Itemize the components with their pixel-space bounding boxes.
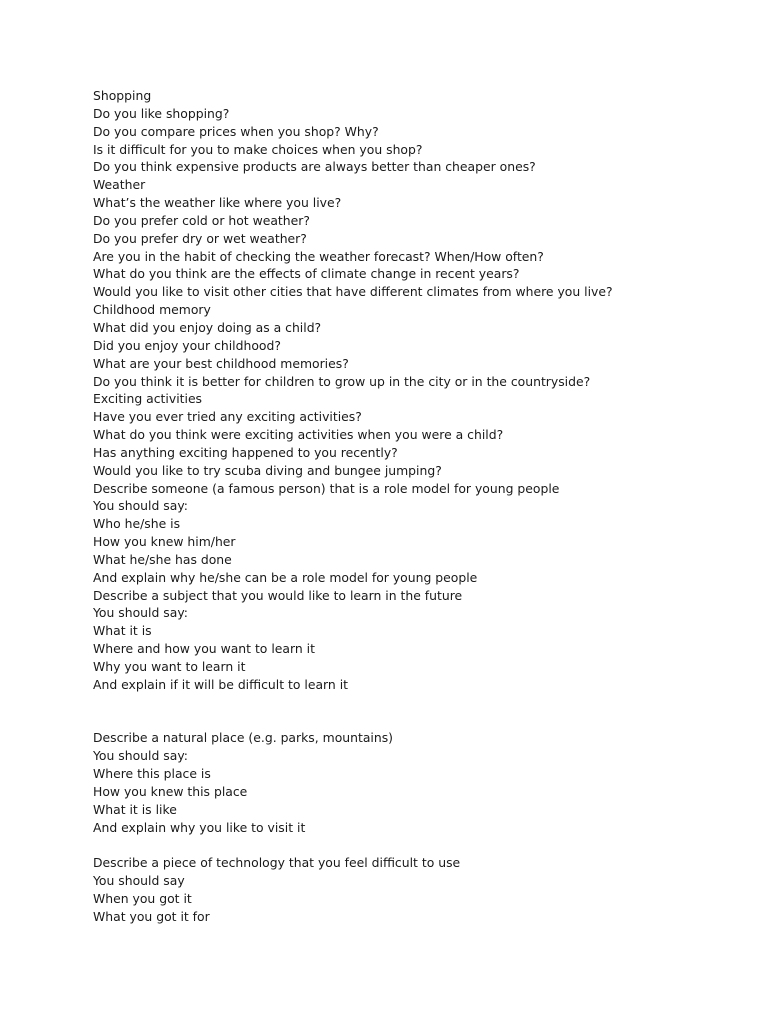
text-line: Do you think it is better for children to grow up in the city or in the countryside? (93, 373, 591, 389)
text-line: What are your best childhood memories? (93, 355, 349, 371)
blank-line (93, 836, 733, 854)
text-line: What it is (93, 623, 152, 639)
text-line: Describe a piece of technology that you feel difficult to use (93, 855, 461, 871)
text-line: Do you think expensive products are always better than cheaper ones? (93, 159, 536, 175)
text-line: How you knew this place (93, 783, 248, 799)
text-line: Describe a natural place (e.g. parks, mountains) (93, 730, 394, 746)
text-line: You should say (93, 873, 185, 889)
text-line: And explain why you like to visit it (93, 819, 306, 835)
text-line: Are you in the habit of checking the weather forecast? When/How often? (93, 248, 544, 264)
text-line: And explain if it will be difficult to learn it (93, 676, 349, 692)
text-line: Childhood memory (93, 302, 211, 318)
text-line: Do you prefer cold or hot weather? (93, 212, 310, 228)
text-line: Is it difficult for you to make choices when you shop? (93, 141, 423, 157)
text-line: Exciting activities (93, 391, 203, 407)
text-line: How you knew him/her (93, 534, 236, 550)
text-line: What he/she has done (93, 551, 232, 567)
text-line: Would you like to visit other cities that have different climates from where you live? (93, 284, 613, 300)
text-line: What do you think were exciting activities when you were a child? (93, 427, 504, 443)
text-line: Where this place is (93, 766, 211, 782)
text-line: Do you compare prices when you shop? Why? (93, 123, 379, 139)
text-line: Has anything exciting happened to you recently? (93, 444, 398, 460)
text-line: What did you enjoy doing as a child? (93, 319, 322, 335)
text-line: You should say: (93, 748, 188, 764)
text-line: What do you think are the effects of climate change in recent years? (93, 266, 520, 282)
text-line: What’s the weather like where you live? (93, 195, 342, 211)
text-line: Describe someone (a famous person) that is a role model for young people (93, 480, 560, 496)
blank-line (93, 712, 733, 730)
text-line: Shopping (93, 88, 152, 103)
text-line: Have you ever tried any exciting activities? (93, 409, 362, 425)
text-line: Do you like shopping? (93, 105, 230, 121)
text-line: Weather (93, 177, 146, 193)
document-text (93, 87, 733, 926)
text-line: What you got it for (93, 908, 210, 924)
text-line: Where and how you want to learn it (93, 641, 315, 657)
text-line: Who he/she is (93, 516, 181, 532)
text-line: And explain why he/she can be a role model for young people (93, 569, 478, 585)
text-line: Do you prefer dry or wet weather? (93, 230, 307, 246)
blank-line (93, 694, 733, 712)
text-line: When you got it (93, 890, 192, 906)
text-line: Describe a subject that you would like to learn in the future (93, 587, 463, 603)
text-line: Why you want to learn it (93, 659, 246, 674)
text-line: What it is like (93, 801, 177, 817)
text-line: Would you like to try scuba diving and bungee jumping? (93, 462, 442, 478)
text-line: Did you enjoy your childhood? (93, 337, 281, 353)
text-line: You should say: (93, 498, 188, 514)
text-line: You should say: (93, 605, 188, 621)
